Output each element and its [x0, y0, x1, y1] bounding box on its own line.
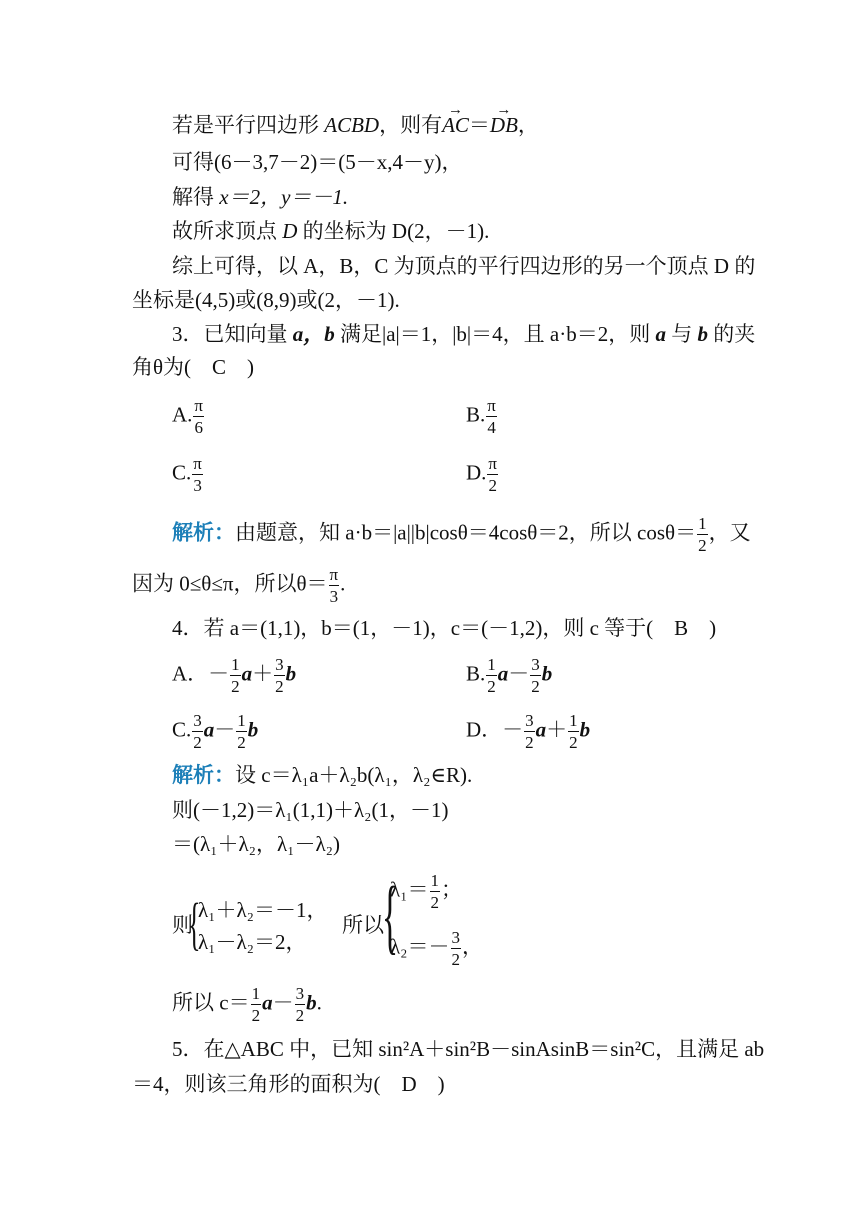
equation: λ₁－λ₂＝2，	[198, 930, 307, 954]
option-a	[172, 656, 296, 695]
text-line: 角θ为( C )	[132, 355, 255, 379]
text-line: ＝(λ₁＋λ₂，λ₁－λ₂)	[172, 832, 340, 856]
equation: λ₁＋λ₂＝－1，	[198, 898, 328, 922]
text: π	[487, 396, 496, 415]
option-c	[172, 712, 258, 751]
option-d	[466, 712, 590, 751]
fraction	[295, 985, 306, 1024]
text: D.	[466, 460, 487, 485]
text: 的坐标为	[297, 219, 392, 243]
text: ，则有	[379, 113, 443, 137]
text: 2	[569, 733, 578, 752]
question-4: 4．若 a＝(1,1)，b＝(1，－1)，c＝(－1,2)，则 c 等于( B )	[172, 616, 717, 640]
text: 2	[698, 536, 707, 555]
option-c	[172, 455, 204, 494]
text: ，	[517, 113, 539, 137]
text: B.	[466, 402, 486, 427]
text: a，b	[292, 322, 335, 346]
fraction	[251, 985, 262, 1024]
text: 1	[698, 514, 707, 533]
text: 3	[193, 711, 202, 730]
equation	[390, 872, 462, 911]
fraction	[236, 712, 247, 751]
analysis-label: 解析：	[172, 520, 235, 545]
text: a	[241, 661, 253, 686]
fraction	[192, 712, 203, 751]
text: .	[316, 990, 322, 1015]
text: 1	[237, 711, 246, 730]
brace: {	[188, 891, 201, 956]
text: b	[541, 661, 553, 686]
text: 3	[451, 928, 461, 947]
text: 3	[193, 476, 202, 495]
text: 2	[430, 893, 440, 912]
fraction	[451, 929, 462, 968]
text: －	[508, 661, 530, 686]
text: 1	[251, 984, 261, 1003]
text: 则	[172, 913, 193, 937]
vector-db: → DB	[490, 112, 518, 138]
text: π	[193, 454, 202, 473]
text: 所以 c＝	[172, 990, 250, 1015]
text: 1	[569, 711, 578, 730]
text: 3	[531, 655, 540, 674]
fraction	[192, 455, 203, 494]
option-b	[466, 397, 498, 436]
text-line	[172, 112, 539, 138]
text: 所以	[342, 913, 384, 937]
text: 3	[525, 711, 534, 730]
text: 与	[665, 322, 698, 346]
text-line	[172, 184, 348, 210]
text: A.	[172, 402, 193, 427]
text: 1	[487, 655, 496, 674]
option-d	[466, 455, 499, 494]
text: 1	[231, 655, 240, 674]
text: B.	[466, 661, 486, 686]
question-3	[172, 321, 755, 347]
text-line: 则(－1,2)＝λ₁(1,1)＋λ₂(1，－1)	[172, 798, 449, 822]
text: a	[203, 717, 215, 742]
equation	[390, 929, 483, 968]
fraction	[568, 712, 579, 751]
option-a	[172, 397, 205, 436]
text: 2	[451, 950, 461, 969]
text: 因为 0≤θ≤π，所以θ＝	[132, 571, 328, 596]
text: a	[655, 322, 666, 346]
text-line: 坐标是(4,5)或(8,9)或(2，－1).	[132, 288, 400, 312]
text-line	[132, 566, 345, 605]
text: 故所求顶点	[172, 219, 283, 243]
text: ＋	[252, 661, 274, 686]
text: ，又	[708, 520, 751, 545]
text: b	[247, 717, 259, 742]
text: λ₁＝	[390, 877, 429, 902]
text: D(2，－1).	[391, 219, 490, 243]
text: ，	[462, 934, 484, 959]
text: 4	[487, 418, 496, 437]
text: ；	[441, 877, 463, 902]
text: 由题意，知 a·b＝|a||b|cosθ＝4cosθ＝2，所以 cosθ＝	[235, 520, 697, 545]
text: ＋	[546, 717, 568, 742]
text: 满足|a|＝1，|b|＝4，且 a·b＝2，则	[334, 322, 656, 346]
text: b	[285, 661, 297, 686]
fraction	[193, 397, 204, 436]
text-line: ＝4，则该三角形的面积为( D )	[132, 1072, 445, 1096]
text: .	[340, 571, 346, 596]
text-line	[172, 985, 322, 1024]
text: a	[497, 661, 509, 686]
text-line: 综上可得，以 A，B，C 为顶点的平行四边形的另一个顶点 D 的	[172, 254, 756, 278]
text: C.	[172, 717, 192, 742]
fraction	[524, 712, 535, 751]
text: 3．已知向量	[172, 322, 293, 346]
text: π	[194, 396, 204, 415]
text: A．－	[172, 661, 230, 686]
text: 2	[251, 1006, 261, 1025]
text: 3	[329, 587, 339, 606]
text: ACBD	[324, 113, 380, 137]
text: 2	[275, 677, 284, 696]
question-5: 5．在△ABC 中，已知 sin²A＋sin²B－sinAsinB＝sin²C，且满足 ab	[172, 1037, 765, 1061]
fraction	[697, 515, 708, 554]
fraction	[230, 656, 241, 695]
text: C.	[172, 460, 192, 485]
option-b	[466, 656, 552, 695]
brace: {	[382, 870, 399, 963]
text-line: 可得(6－3,7－2)＝(5－x,4－y)，	[172, 150, 463, 174]
analysis-3	[172, 515, 751, 554]
text: 解得	[172, 185, 220, 209]
text: 2	[193, 733, 202, 752]
text: π	[329, 565, 339, 584]
text: 2	[531, 677, 540, 696]
text: 2	[488, 476, 497, 495]
text: b	[697, 322, 708, 346]
text: 3	[275, 655, 284, 674]
text: D	[282, 219, 298, 243]
text: a	[535, 717, 547, 742]
text: ＝	[468, 113, 490, 137]
text: 若是平行四边形	[172, 113, 325, 137]
fraction	[329, 566, 340, 605]
fraction	[486, 397, 497, 436]
text: 3	[295, 984, 305, 1003]
fraction	[274, 656, 285, 695]
fraction	[530, 656, 541, 695]
fraction	[487, 455, 498, 494]
text: －	[272, 990, 294, 1015]
text: D．－	[466, 717, 524, 742]
text: 2	[231, 677, 240, 696]
text: 2	[525, 733, 534, 752]
text: π	[488, 454, 498, 473]
text: 2	[295, 1006, 305, 1025]
text: x＝2，y＝－1.	[219, 185, 349, 209]
fraction	[486, 656, 497, 695]
vector-ac: → AC	[442, 112, 469, 138]
text: －	[214, 717, 236, 742]
text: b	[579, 717, 591, 742]
analysis-4	[172, 762, 472, 788]
text: a	[262, 990, 273, 1015]
text: λ₂＝－	[390, 934, 450, 959]
text: 2	[487, 677, 496, 696]
text: 的夹	[707, 322, 756, 346]
text: 设 c＝λ₁a＋λ₂b(λ₁，λ₂∈R).	[235, 763, 473, 787]
fraction	[430, 872, 441, 911]
text: b	[306, 990, 317, 1015]
text: 2	[237, 733, 246, 752]
text: 6	[194, 418, 203, 437]
text-line	[172, 218, 489, 244]
analysis-label: 解析：	[172, 763, 235, 787]
text: 1	[430, 871, 440, 890]
